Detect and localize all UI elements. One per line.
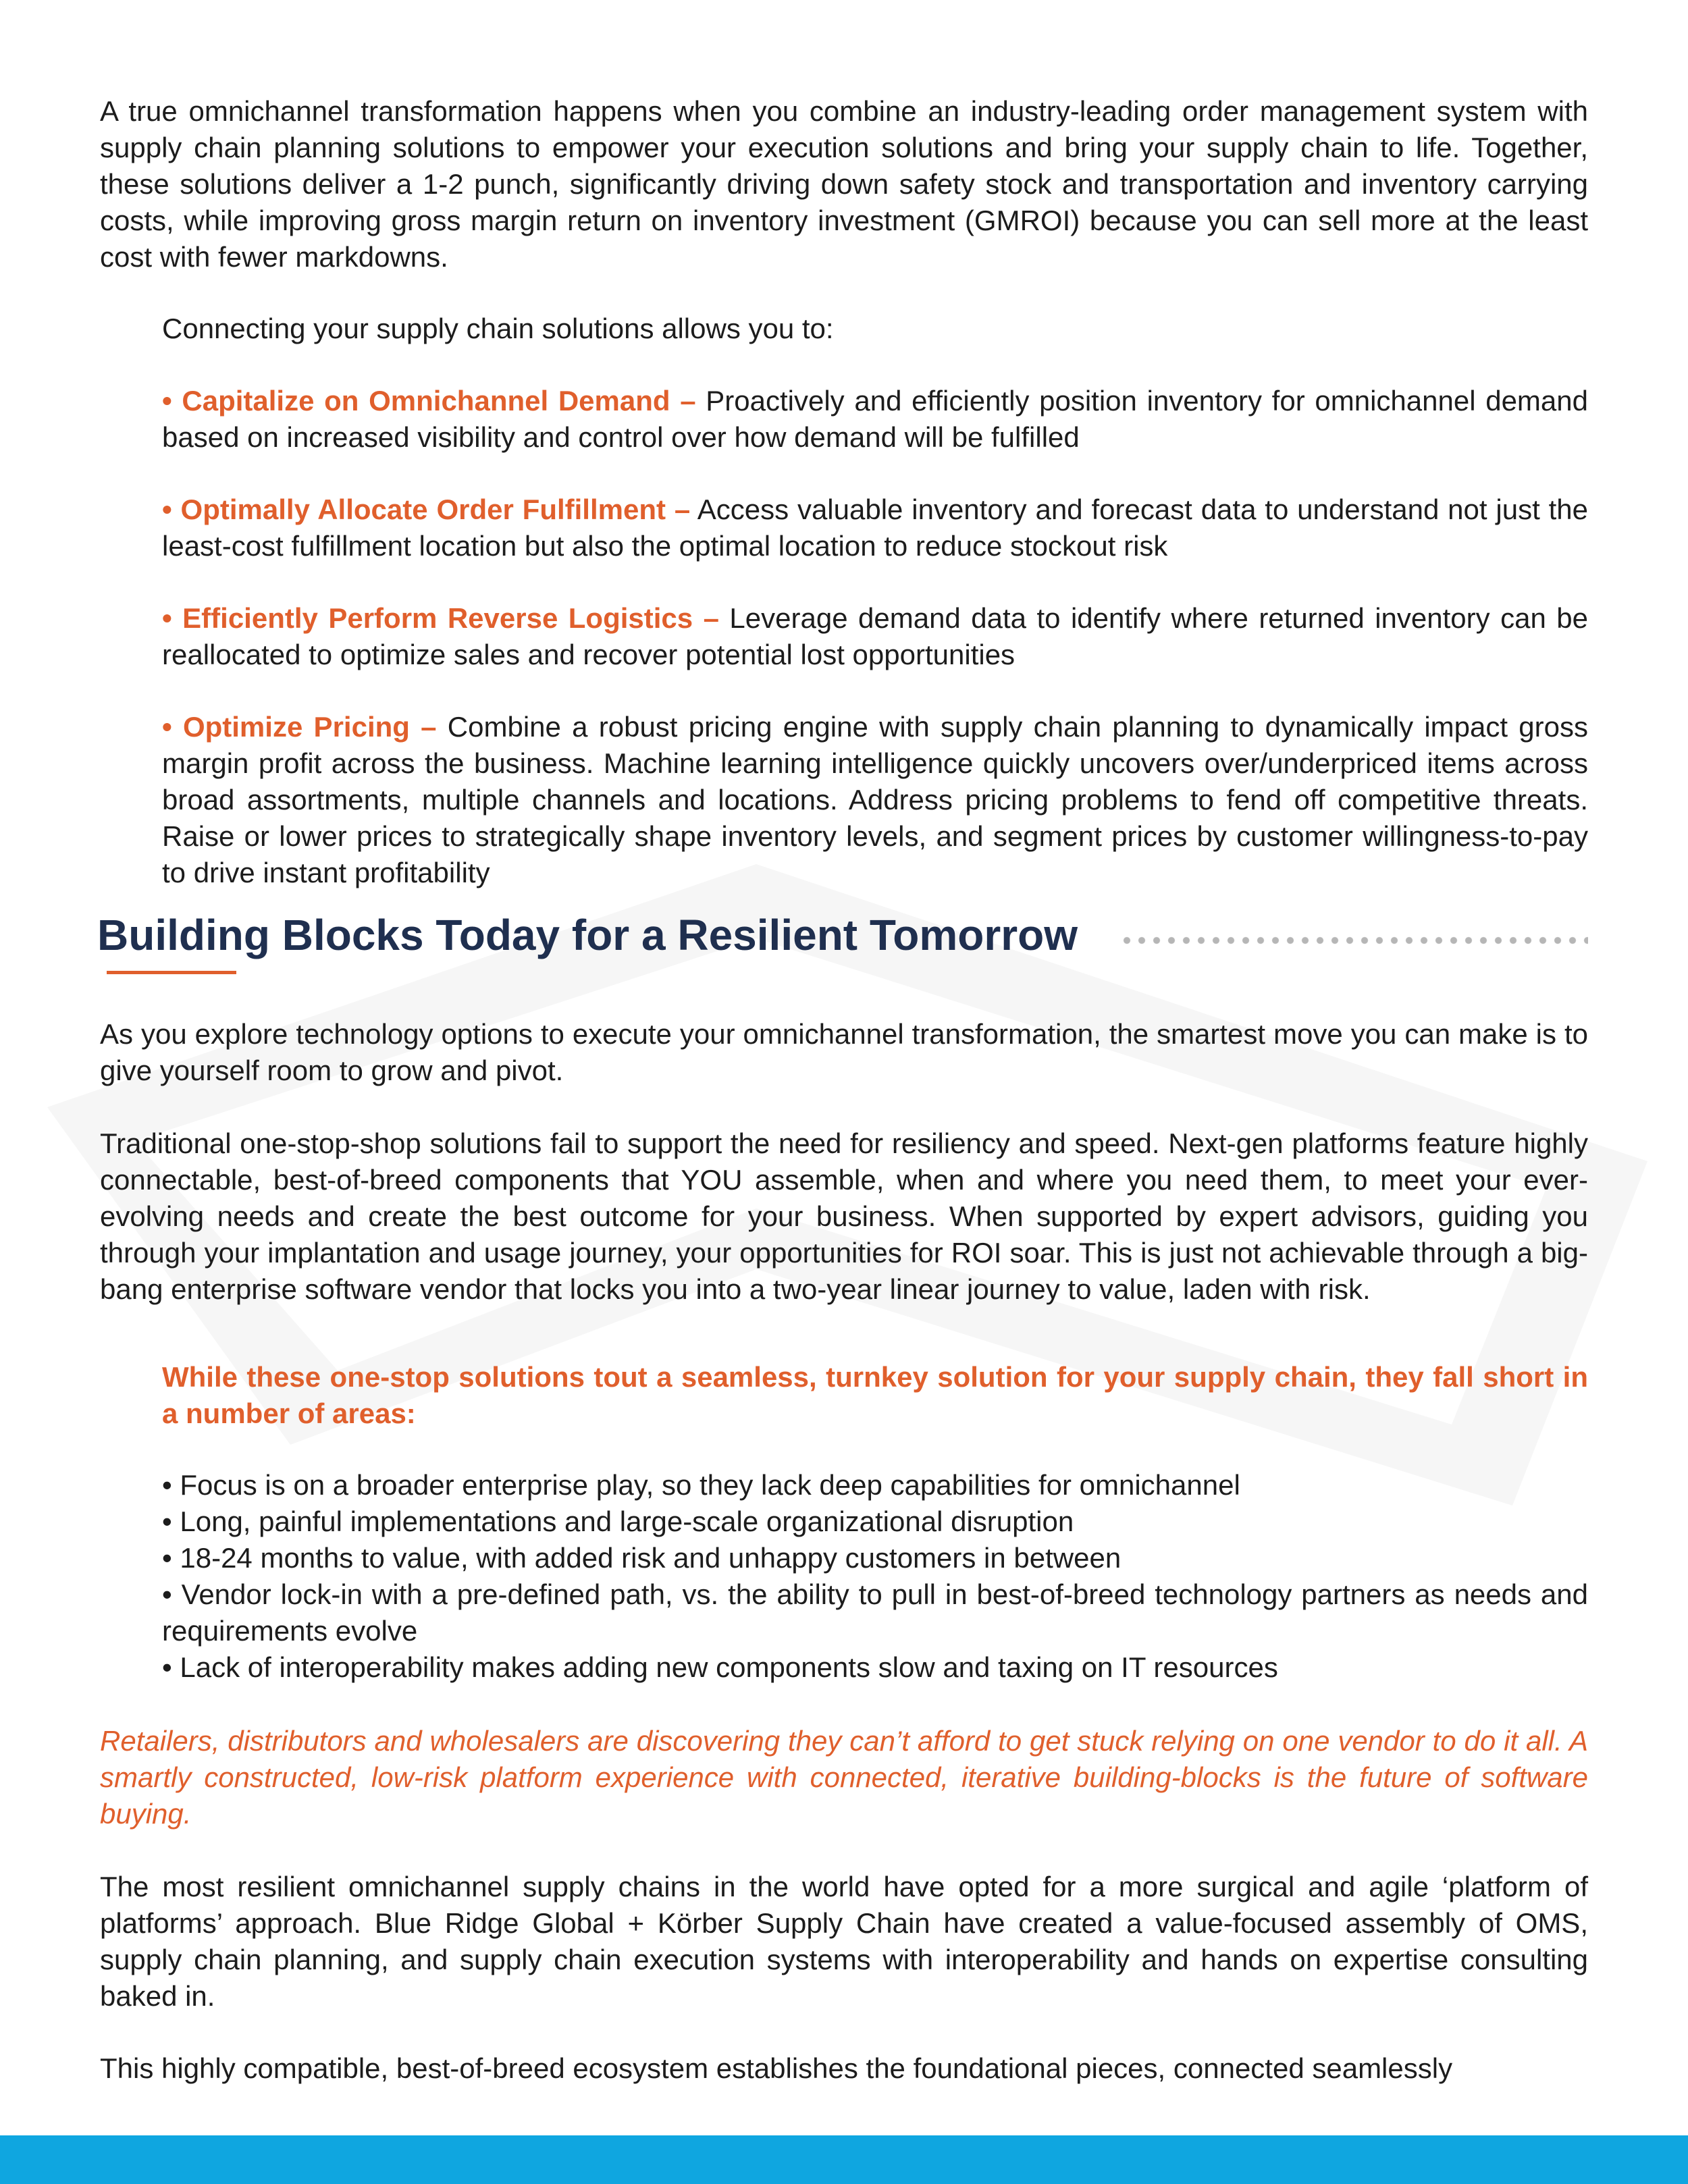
intro-paragraph: A true omnichannel transformation happens when you combine an industry-leading order management system with supply chain planning solutions to empower your execution solutions and bring your supply chain to life. Together, these solutions deliver a 1-2 punch, significantly driving down safety stock and transportation and inventory carrying costs, while improving gross margin return on inventory investment (GMROI) because you can sell more at the least cost with fewer markdowns. bbox=[100, 95, 1588, 273]
shortfall-heading: While these one-stop solutions tout a seamless, turnkey solution for your supply chain, they fall short in a number of areas: bbox=[162, 1361, 1588, 1429]
benefit-title: • Optimize Pricing – bbox=[162, 711, 437, 743]
benefit-title: • Capitalize on Omnichannel Demand – bbox=[162, 385, 696, 417]
paragraph-options: As you explore technology options to execute your omnichannel transformation, the smartest move you can make is to give yourself room to grow and pivot. bbox=[100, 1018, 1588, 1086]
benefit-item bbox=[162, 709, 1588, 891]
heading-underline bbox=[107, 971, 236, 974]
benefit-title: • Optimally Allocate Order Fulfillment – bbox=[162, 494, 691, 525]
paragraph-ecosystem: This highly compatible, best-of-breed ecosystem establishes the foundational pieces, connected seamlessly bbox=[100, 2052, 1453, 2084]
benefit-item bbox=[162, 383, 1588, 456]
benefit-text: Combine a robust pricing engine with supply chain planning to dynamically impact gross margin profit across the business. Machine learning intelligence quickly uncovers over/underpriced items across broad assortments, multiple channels and locations. Address pricing problems to fend off competitive threats. Raise or lower prices to strategically shape inventory levels, and segment prices by customer willingness-to-pay to drive instant profitability bbox=[162, 711, 1589, 888]
benefit-text: Leverage demand data to identify where returned inventory can be reallocated to optimize sales and recover potential lost opportunities bbox=[162, 602, 1588, 670]
section-heading: Building Blocks Today for a Resilient Tomorrow bbox=[97, 911, 1078, 959]
benefit-text: Proactively and efficiently position inventory for omnichannel demand based on increased visibility and control over how demand will be fulfilled bbox=[162, 385, 1588, 453]
benefit-item bbox=[162, 491, 1588, 564]
list-item: • Vendor lock-in with a pre-defined path, vs. the ability to pull in best-of-breed technology partners as needs and requirements evolve bbox=[162, 1578, 1588, 1647]
shortfall-list bbox=[162, 1467, 1588, 1686]
list-item: • Focus is on a broader enterprise play, so they lack deep capabilities for omnichannel bbox=[162, 1469, 1240, 1501]
benefits-lead: Connecting your supply chain solutions allows you to: bbox=[162, 313, 834, 344]
benefit-title: • Efficiently Perform Reverse Logistics – bbox=[162, 602, 719, 634]
benefit-item bbox=[162, 600, 1588, 673]
list-item: • Lack of interoperability makes adding new components slow and taxing on IT resources bbox=[162, 1651, 1278, 1683]
paragraph-traditional: Traditional one-stop-shop solutions fail to support the need for resiliency and speed. Next-gen platforms feature highly connectable, best-of-breed components that YOU assemble, when and where you need them, to meet your ever-evolving needs and create the best outcome for your business. When supported by expert advisors, guiding you through your implantation and usage journey, your opportunities for ROI soar. This is just not achievable through a big-bang enterprise software vendor that locks you into a two-year linear journey to value, laden with risk. bbox=[100, 1127, 1588, 1305]
callout-quote: Retailers, distributors and wholesalers are discovering they can’t afford to get stuck relying on one vendor to do it all. A smartly constructed, low-risk platform experience with connected, iterative building-blocks is the future of software buying. bbox=[100, 1725, 1588, 1830]
section-heading-block bbox=[97, 906, 1588, 980]
list-item: • 18-24 months to value, with added risk and unhappy customers in between bbox=[162, 1542, 1122, 1574]
footer-bar bbox=[0, 2135, 1688, 2184]
paragraph-resilient: The most resilient omnichannel supply chains in the world have opted for a more surgical and agile ‘platform of platforms’ approach. Blue Ridge Global + Körber Supply Chain have created a value-focused assembly of OMS, supply chain planning, and supply chain execution systems with interoperability and hands on expertise consulting baked in. bbox=[100, 1871, 1588, 2012]
benefit-text: Access valuable inventory and forecast data to understand not just the least-cost fulfillment location but also the optimal location to reduce stockout risk bbox=[162, 494, 1588, 562]
dotted-rule bbox=[1119, 936, 1588, 945]
list-item: • Long, painful implementations and large-scale organizational disruption bbox=[162, 1506, 1074, 1537]
